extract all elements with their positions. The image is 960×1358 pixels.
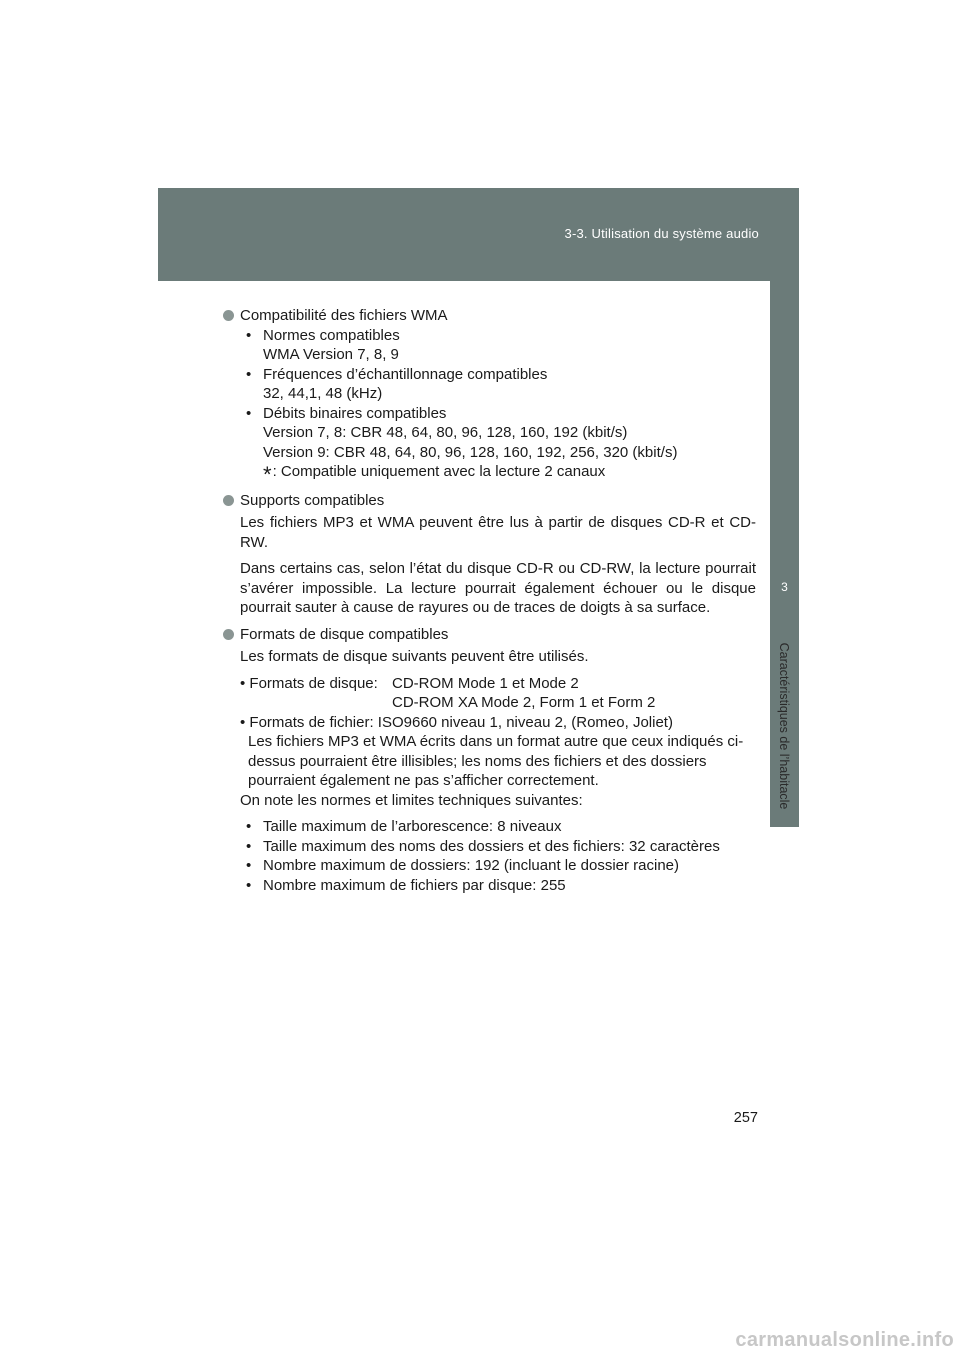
bullet-dot-icon: • <box>246 857 252 874</box>
bullet-dot-icon: • <box>246 837 252 855</box>
list-item-text: Taille maximum des noms des dossiers et des fichiers: 32 caractères <box>263 837 720 855</box>
list-item-value: 32, 44,1, 48 (kHz) <box>263 385 383 402</box>
list-item-label: Fréquences d’échantillonnage compatibles <box>263 365 548 383</box>
section-heading <box>223 491 756 511</box>
list-item <box>246 404 756 463</box>
bullet-dot-icon: • <box>246 818 252 835</box>
page-content <box>223 306 756 901</box>
bullet-dot-icon: • <box>246 876 252 894</box>
footnote <box>240 462 756 485</box>
chapter-number: 3 <box>781 580 788 594</box>
disc-formats-label: • Formats de disque: <box>240 674 378 692</box>
page-number: 257 <box>733 1110 758 1126</box>
limits-intro: On note les normes et limites techniques suivantes: <box>240 791 583 809</box>
list-item <box>246 326 756 365</box>
list-item <box>246 817 756 837</box>
paragraph: Dans certains cas, selon l’état du disque CD-R ou CD-RW, la lecture pourrait s’avérer impossible. La lecture pourrait également échouer ou le disque pourrait sauter à cause de rayures ou de traces de doigts à sa surface. <box>240 560 756 616</box>
list-item-label: Débits binaires compatibles <box>263 404 447 422</box>
list-item <box>246 856 756 876</box>
list-item-value: Version 9: CBR 48, 64, 80, 96, 128, 160, 192, 256, 320 (kbit/s) <box>263 443 678 461</box>
header-bar <box>158 188 799 281</box>
file-formats-note: Les fichiers MP3 et WMA écrits dans un format autre que ceux indiqués ci-dessus pourraient être illisibles; les noms des fichiers et des dossiers pourraient également ne pas s’afficher correctement. <box>248 733 744 789</box>
disc-format-value: CD-ROM Mode 1 et Mode 2 <box>392 674 579 692</box>
circle-bullet-icon <box>223 629 234 640</box>
chapter-label: Caractéristiques de l’habitacle <box>777 642 791 810</box>
bullet-dot-icon: • <box>246 326 252 344</box>
bullet-dot-icon: • <box>246 404 252 422</box>
disc-format-value: CD-ROM XA Mode 2, Form 1 et Form 2 <box>392 694 656 711</box>
section-title: 3-3. Utilisation du système audio <box>564 226 759 241</box>
section-heading-text: Formats de disque compatibles <box>240 625 449 643</box>
list-item-value: Version 7, 8: CBR 48, 64, 80, 96, 128, 160, 192 (kbit/s) <box>263 424 628 441</box>
section-heading-text: Compatibilité des fichiers WMA <box>240 307 448 324</box>
paragraph: Les formats de disque suivants peuvent être utilisés. <box>240 648 589 665</box>
section-supports <box>223 491 756 618</box>
list-item-text: Taille maximum de l’arborescence: 8 niveaux <box>263 818 562 835</box>
list-item-text: Nombre maximum de fichiers par disque: 255 <box>263 876 566 894</box>
section-wma <box>223 306 756 485</box>
footnote-text: : Compatible uniquement avec la lecture 2 canaux <box>272 463 606 480</box>
list-item <box>246 876 756 896</box>
list-item <box>246 365 756 404</box>
section-heading-text: Supports compatibles <box>240 491 385 509</box>
list-item-value: WMA Version 7, 8, 9 <box>263 346 399 363</box>
list-item-label: Normes compatibles <box>263 326 400 344</box>
list-item <box>246 837 756 857</box>
section-heading <box>223 306 756 326</box>
circle-bullet-icon <box>223 495 234 506</box>
bullet-dot-icon: • <box>246 365 252 383</box>
watermark: carmanualsonline.info <box>735 1329 954 1351</box>
section-heading <box>223 625 756 645</box>
disc-formats-row <box>240 674 756 694</box>
asterisk-icon: * <box>263 462 272 487</box>
file-formats-line: • Formats de fichier: ISO9660 niveau 1, niveau 2, (Romeo, Joliet) <box>240 713 673 731</box>
circle-bullet-icon <box>223 310 234 321</box>
section-formats <box>223 625 756 896</box>
list-item-text: Nombre maximum de dossiers: 192 (incluant le dossier racine) <box>263 857 680 874</box>
paragraph: Les fichiers MP3 et WMA peuvent être lus à partir de disques CD-R et CD-RW. <box>240 514 756 551</box>
